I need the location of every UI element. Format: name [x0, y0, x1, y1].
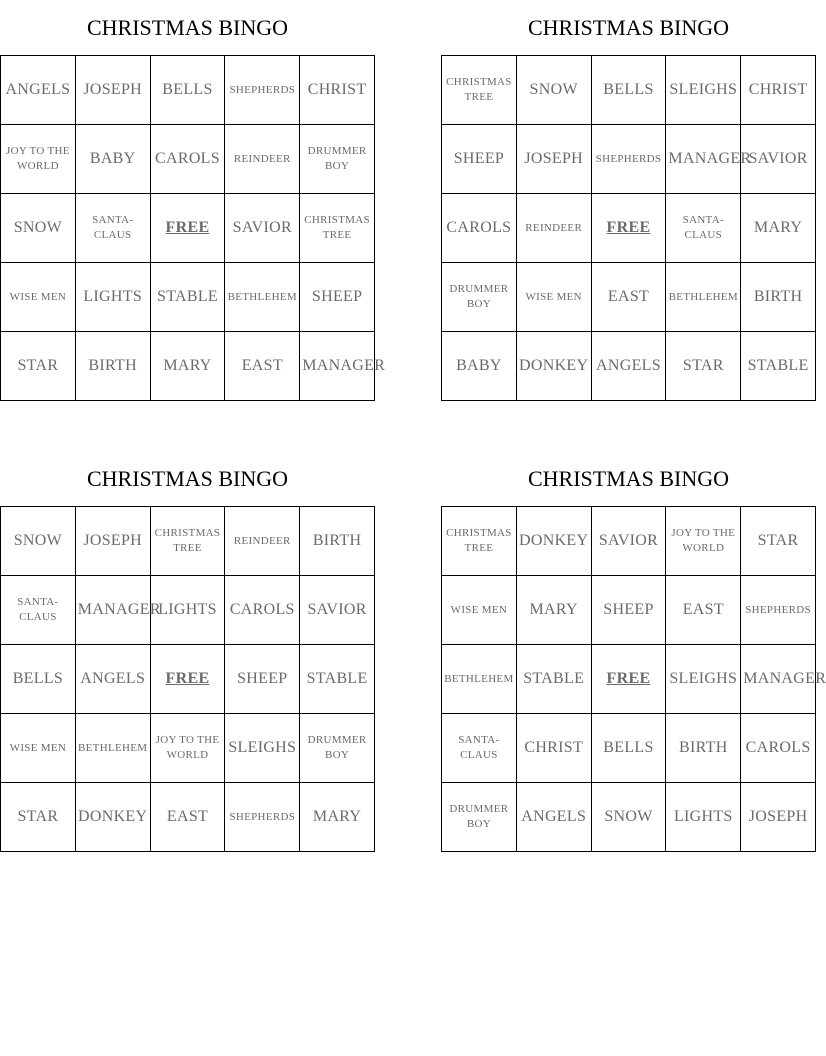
bingo-cell: SLEIGHS: [225, 714, 300, 783]
bingo-cell: CHRIST: [300, 56, 375, 125]
bingo-row: [442, 332, 816, 401]
bingo-cell: CAROLS: [225, 576, 300, 645]
bingo-cell: BETHLEHEM: [75, 714, 150, 783]
bingo-row: [1, 125, 375, 194]
bingo-cell: BABY: [442, 332, 517, 401]
bingo-cell: STAR: [666, 332, 741, 401]
bingo-row: [1, 332, 375, 401]
bingo-cell: BETHLEHEM: [666, 263, 741, 332]
card-title: CHRISTMAS BINGO: [527, 15, 730, 40]
bingo-cell: LIGHTS: [150, 576, 225, 645]
bingo-cell: SAVIOR: [300, 576, 375, 645]
bingo-card: [0, 451, 375, 852]
bingo-cell: EAST: [666, 576, 741, 645]
bingo-cell: JOSEPH: [741, 783, 816, 852]
bingo-grid: [441, 55, 816, 401]
bingo-row: [442, 645, 816, 714]
bingo-cell: MANAGER: [741, 645, 816, 714]
bingo-cell: BIRTH: [75, 332, 150, 401]
bingo-cell: CHRIST: [516, 714, 591, 783]
bingo-cell: LIGHTS: [666, 783, 741, 852]
bingo-cell: JOSEPH: [75, 507, 150, 576]
bingo-cell: CHRISTMAS TREE: [300, 194, 375, 263]
bingo-cell: REINDEER: [225, 125, 300, 194]
bingo-grid: [0, 506, 375, 852]
bingo-cell: STABLE: [150, 263, 225, 332]
card-title: CHRISTMAS BINGO: [86, 466, 289, 491]
bingo-card: [0, 0, 386, 401]
bingo-cell: CHRIST: [741, 56, 816, 125]
bingo-cell: JOSEPH: [75, 56, 150, 125]
bingo-cell: SANTA-CLAUS: [75, 194, 150, 263]
bingo-cell: DRUMMER BOY: [300, 714, 375, 783]
bingo-cell: BELLS: [150, 56, 225, 125]
bingo-cell: SHEEP: [591, 576, 666, 645]
bingo-cell: EAST: [150, 783, 225, 852]
bingo-cell: REINDEER: [516, 194, 591, 263]
bingo-cell: SLEIGHS: [666, 56, 741, 125]
bingo-row: [442, 56, 816, 125]
bingo-row: [442, 714, 816, 783]
bingo-cell: DONKEY: [75, 783, 150, 852]
bingo-cell: JOSEPH: [516, 125, 591, 194]
bingo-row: [442, 783, 816, 852]
bingo-cell: CAROLS: [150, 125, 225, 194]
bingo-row: [1, 783, 375, 852]
bingo-cell: BETHLEHEM: [225, 263, 300, 332]
bingo-cell: JOY TO THE WORLD: [666, 507, 741, 576]
bingo-cell: BELLS: [591, 56, 666, 125]
bingo-cell: BELLS: [1, 645, 76, 714]
bingo-cell: SHEEP: [225, 645, 300, 714]
bingo-cell: SNOW: [591, 783, 666, 852]
bingo-cell: ANGELS: [75, 645, 150, 714]
bingo-cell: STABLE: [741, 332, 816, 401]
bingo-cell: SNOW: [1, 194, 76, 263]
bingo-cell: STABLE: [300, 645, 375, 714]
card-title: CHRISTMAS BINGO: [86, 15, 289, 40]
bingo-grid: [0, 55, 386, 401]
bingo-card: [441, 451, 826, 852]
bingo-cell: SHEEP: [442, 125, 517, 194]
bingo-cell: BIRTH: [741, 263, 816, 332]
bingo-row: [1, 263, 375, 332]
bingo-cell: BELLS: [591, 714, 666, 783]
bingo-cell: MARY: [516, 576, 591, 645]
bingo-row: [442, 125, 816, 194]
bingo-grid: [441, 506, 826, 852]
bingo-cell: CHRISTMAS TREE: [442, 56, 517, 125]
bingo-card: [441, 0, 816, 401]
bingo-cell: SANTA-CLAUS: [1, 576, 76, 645]
bingo-cell: MANAGER: [300, 332, 375, 401]
bingo-cell: BETHLEHEM: [442, 645, 517, 714]
bingo-cell: MARY: [741, 194, 816, 263]
bingo-cell: SLEIGHS: [666, 645, 741, 714]
bingo-row: [1, 714, 375, 783]
bingo-cell: SAVIOR: [225, 194, 300, 263]
bingo-cell: ANGELS: [1, 56, 76, 125]
bingo-cell: BIRTH: [666, 714, 741, 783]
bingo-cell: DRUMMER BOY: [300, 125, 375, 194]
bingo-cell: STAR: [1, 332, 76, 401]
bingo-cell: CAROLS: [442, 194, 517, 263]
bingo-cell: SAVIOR: [591, 507, 666, 576]
bingo-cell: DRUMMER BOY: [442, 263, 517, 332]
bingo-cell: MARY: [300, 783, 375, 852]
free-space: FREE: [591, 645, 666, 714]
bingo-cell: CAROLS: [741, 714, 816, 783]
bingo-cell: DONKEY: [516, 507, 591, 576]
bingo-cell: SHEPHERDS: [741, 576, 816, 645]
bingo-cell: ANGELS: [516, 783, 591, 852]
bingo-cell: SHEPHERDS: [225, 56, 300, 125]
bingo-cell: ANGELS: [591, 332, 666, 401]
bingo-cell: MANAGER: [666, 125, 741, 194]
bingo-row: [1, 645, 375, 714]
bingo-cell: SHEPHERDS: [591, 125, 666, 194]
bingo-cell: STABLE: [516, 645, 591, 714]
bingo-cell: DRUMMER BOY: [442, 783, 517, 852]
bingo-cell: CHRISTMAS TREE: [442, 507, 517, 576]
bingo-cell: SHEEP: [300, 263, 375, 332]
bingo-cell: SHEPHERDS: [225, 783, 300, 852]
bingo-row: [442, 507, 816, 576]
bingo-cell: CHRISTMAS TREE: [150, 507, 225, 576]
bingo-cell: STAR: [741, 507, 816, 576]
bingo-cell: BIRTH: [300, 507, 375, 576]
bingo-cell: WISE MEN: [1, 714, 76, 783]
bingo-cell: MARY: [150, 332, 225, 401]
bingo-cell: SANTA-CLAUS: [666, 194, 741, 263]
bingo-cell: STAR: [1, 783, 76, 852]
bingo-cell: MANAGER: [75, 576, 150, 645]
bingo-cell: BABY: [75, 125, 150, 194]
bingo-cell: JOY TO THE WORLD: [150, 714, 225, 783]
bingo-cell: SAVIOR: [741, 125, 816, 194]
bingo-cell: WISE MEN: [516, 263, 591, 332]
bingo-cell: JOY TO THE WORLD: [1, 125, 76, 194]
bingo-cell: SNOW: [1, 507, 76, 576]
free-space: FREE: [150, 645, 225, 714]
bingo-row: [1, 576, 375, 645]
bingo-cell: WISE MEN: [1, 263, 76, 332]
card-title: CHRISTMAS BINGO: [527, 466, 730, 491]
bingo-cell: EAST: [225, 332, 300, 401]
bingo-row: [1, 194, 375, 263]
bingo-row: [1, 56, 375, 125]
bingo-cell: WISE MEN: [442, 576, 517, 645]
free-space: FREE: [150, 194, 225, 263]
bingo-row: [442, 194, 816, 263]
bingo-cell: SANTA-CLAUS: [442, 714, 517, 783]
bingo-cell: DONKEY: [516, 332, 591, 401]
bingo-cell: LIGHTS: [75, 263, 150, 332]
bingo-cell: REINDEER: [225, 507, 300, 576]
bingo-cell: SNOW: [516, 56, 591, 125]
bingo-row: [442, 576, 816, 645]
bingo-cell: EAST: [591, 263, 666, 332]
bingo-row: [442, 263, 816, 332]
free-space: FREE: [591, 194, 666, 263]
bingo-row: [1, 507, 375, 576]
